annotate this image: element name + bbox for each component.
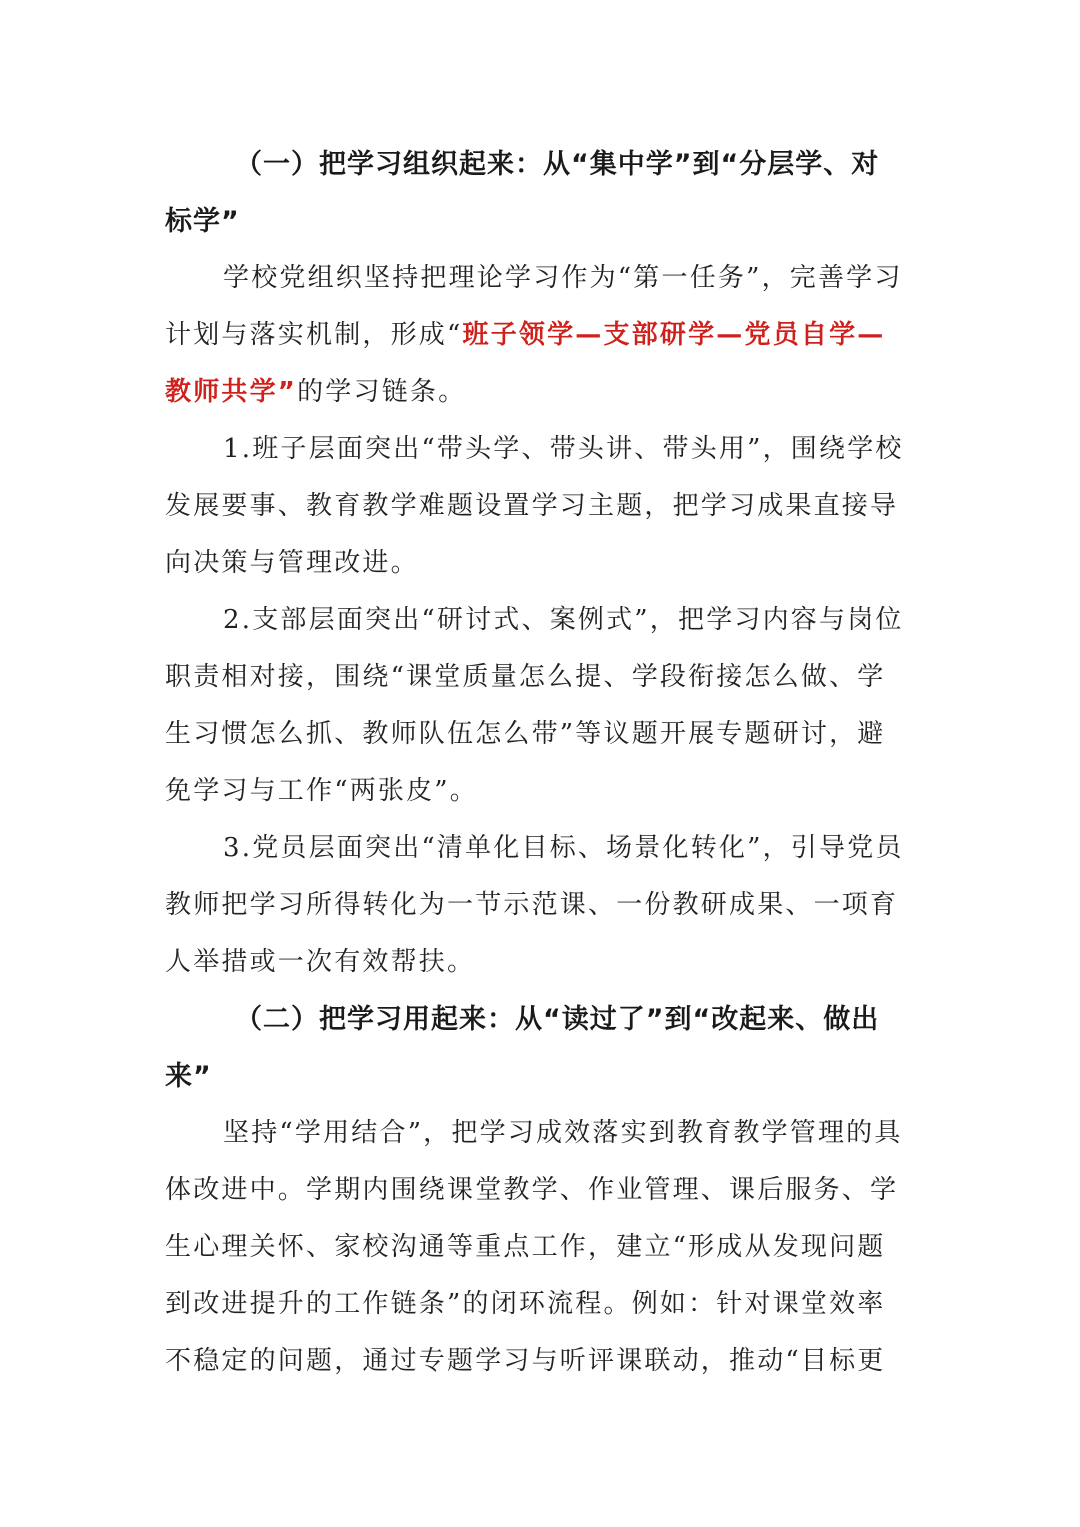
item1-line1: 1.班子层面突出“带头学、带头讲、带头用”，围绕学校 [223, 434, 904, 464]
item3-line3: 人举措或一次有效帮扶。 [165, 947, 476, 977]
item2-line1: 2.支部层面突出“研讨式、案例式”，把学习内容与岗位 [223, 605, 904, 635]
section1-para1-line1: 学校党组织坚持把理论学习作为“第一任务”，完善学习 [223, 263, 903, 293]
section2-para1-line3: 生心理关怀、家校沟通等重点工作，建立“形成从发现问题 [165, 1232, 886, 1262]
item2-line4: 免学习与工作“两张皮”。 [165, 776, 478, 806]
item3-line2: 教师把学习所得转化为一节示范课、一份教研成果、一项育 [165, 890, 899, 920]
item1-line2: 发展要事、教育教学难题设置学习主题，把学习成果直接导 [165, 491, 899, 521]
item3-line1: 3.党员层面突出“清单化目标、场景化转化”，引导党员 [223, 833, 904, 863]
item2-line3: 生习惯怎么抓、教师队伍怎么带”等议题开展专题研讨，避 [165, 719, 886, 749]
item1-line3: 向决策与管理改进。 [165, 548, 419, 578]
highlighted-chain-text-end: 教师共学” [165, 377, 298, 407]
section2-heading-line1: （二）把学习用起来：从“读过了”到“改起来、做出 [235, 1004, 880, 1035]
section2-para1-line4: 到改进提升的工作链条”的闭环流程。例如：针对课堂效率 [165, 1289, 886, 1319]
section1-para1-line2 [165, 307, 917, 364]
section2-para1-line1: 坚持“学用结合”，把学习成效落实到教育教学管理的具 [223, 1118, 903, 1148]
section1-para1-line3-suffix: 的学习链条。 [297, 377, 467, 407]
item2-line2: 职责相对接，围绕“课堂质量怎么提、学段衔接怎么做、学 [165, 662, 886, 692]
section2-para1-line5: 不稳定的问题，通过专题学习与听评课联动，推动“目标更 [165, 1346, 886, 1376]
highlighted-chain-text: 班子领学—支部研学—党员自学— [462, 320, 886, 350]
section1-heading-line1: （一）把学习组织起来：从“集中学”到“分层学、对 [235, 149, 880, 180]
section1-para1-line3 [165, 364, 917, 421]
section2-heading-line2: 来” [165, 1061, 212, 1092]
section1-heading-line2: 标学” [165, 206, 240, 237]
section1-para1-line2-prefix: 计划与落实机制，形成“ [165, 320, 463, 350]
section2-para1-line2: 体改进中。学期内围绕课堂教学、作业管理、课后服务、学 [165, 1175, 899, 1205]
document-page [165, 136, 917, 1390]
